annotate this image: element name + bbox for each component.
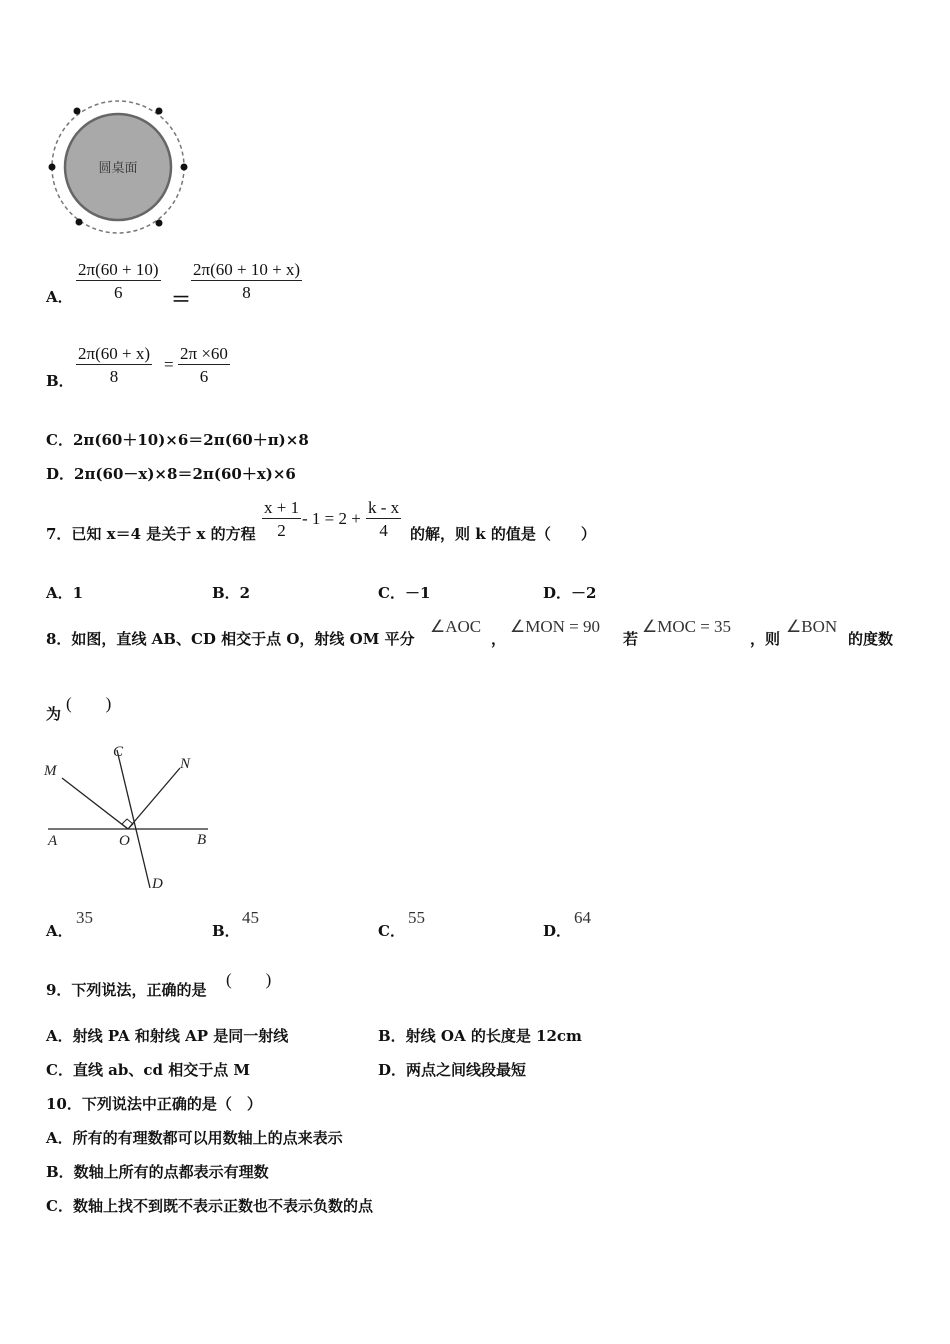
q9-answer-paren: ( ) — [226, 970, 272, 989]
q6-a-left-fraction — [76, 260, 161, 303]
q8-comma: ， — [491, 630, 507, 648]
q8-ruo: 若 — [623, 630, 639, 648]
q7-option-a: A．1 — [46, 584, 84, 602]
ray-on — [128, 768, 180, 829]
fraction-denominator: 2 — [277, 521, 286, 540]
label-a: A — [48, 833, 58, 849]
q8-ze: ，则 — [750, 630, 781, 648]
q10-stem: 10．下列说法中正确的是（ ） — [46, 1095, 262, 1113]
q6-d-option: D．2π(60－x)×8＝2π(60＋x)×6 — [46, 465, 296, 483]
label-c: C — [113, 744, 124, 760]
fraction-numerator: 2π ×60 — [180, 344, 228, 363]
q10-option-b: B．数轴上所有的点都表示有理数 — [46, 1163, 269, 1181]
q7-fraction-1 — [262, 498, 301, 541]
q7-equation-middle: - 1 = 2 + — [302, 509, 361, 528]
q8-line2: 为 — [46, 705, 62, 723]
q9-option-c: C．直线 ab、cd 相交于点 M — [46, 1061, 251, 1079]
q8-stem-post: 的度数 — [848, 630, 894, 648]
label-d: D — [152, 876, 163, 892]
q9-option-b: B．射线 OA 的长度是 12cm — [378, 1027, 582, 1045]
seat-dot — [76, 219, 83, 226]
q8-option-c-label: C． — [378, 922, 405, 940]
label-o: O — [119, 833, 130, 849]
fraction-numerator: 2π(60 + 10 + x) — [193, 260, 301, 279]
q7-fraction-2 — [366, 498, 401, 541]
fraction-numerator: 2π(60 + x) — [78, 344, 150, 363]
q6-a-equals: ＝ — [171, 287, 191, 311]
q7-stem-post: 的解，则 k 的值是（ ） — [410, 525, 596, 543]
q8-stem-pre: 8．如图，直线 AB、CD 相交于点 O，射线 OM 平分 — [46, 630, 415, 648]
q6-c-option: C．2π(60＋10)×6＝2π(60＋π)×8 — [46, 431, 309, 449]
q7-option-c: C．－1 — [378, 584, 431, 602]
ray-om — [62, 778, 128, 829]
q8-option-b-label: B． — [212, 922, 240, 940]
q8-angle-aoc: ∠AOC — [430, 617, 482, 636]
right-angle-mark — [122, 819, 133, 829]
q6-a-right-fraction — [191, 260, 302, 303]
line-cd — [117, 750, 150, 888]
q6-b-right-fraction — [178, 344, 230, 387]
seat-dot — [49, 164, 56, 171]
q8-option-d-value: 64 — [574, 908, 591, 927]
fraction-denominator: 4 — [379, 521, 388, 540]
seat-dot — [156, 108, 163, 115]
q8-option-d-label: D． — [543, 922, 572, 940]
q7-stem-pre: 7．已知 x＝4 是关于 x 的方程 — [46, 525, 256, 543]
q9-option-d: D．两点之间线段最短 — [378, 1061, 527, 1079]
q6-a-label: A． — [46, 288, 73, 306]
q9-stem: 9．下列说法，正确的是 — [46, 981, 207, 999]
q8-option-b-value: 45 — [242, 908, 259, 927]
label-n: N — [180, 756, 191, 772]
seat-dot — [74, 108, 81, 115]
q6-b-left-fraction — [76, 344, 152, 387]
fraction-numerator: 2π(60 + 10) — [78, 260, 159, 279]
q6-b-equals: = — [164, 355, 174, 374]
fraction-denominator: 8 — [242, 283, 251, 302]
q6-b-label: B． — [46, 372, 74, 390]
q8-angle-moc: ∠MOC = 35 — [642, 617, 732, 636]
q10-option-a: A．所有的有理数都可以用数轴上的点来表示 — [46, 1129, 343, 1147]
q7-option-d: D．－2 — [543, 584, 597, 602]
fraction-numerator: x + 1 — [264, 498, 300, 517]
label-m: M — [44, 763, 57, 779]
round-table-figure — [44, 97, 192, 239]
q8-option-a-label: A． — [46, 922, 73, 940]
q8-option-c-value: 55 — [408, 908, 425, 927]
fraction-denominator: 8 — [109, 367, 119, 386]
seat-dot — [156, 220, 163, 227]
seat-dot — [181, 164, 188, 171]
label-b: B — [197, 832, 207, 848]
q10-option-c: C．数轴上找不到既不表示正数也不表示负数的点 — [46, 1197, 373, 1215]
q7-option-b: B．2 — [212, 584, 251, 602]
q8-option-a-value: 35 — [76, 908, 93, 927]
fraction-numerator: k - x — [368, 498, 400, 517]
q8-angle-bon: ∠BON — [786, 617, 838, 636]
q8-answer-paren: ( ) — [66, 694, 112, 713]
fraction-denominator: 6 — [114, 283, 123, 302]
q9-option-a: A．射线 PA 和射线 AP 是同一射线 — [46, 1027, 289, 1045]
table-label: 圆桌面 — [98, 161, 138, 176]
q8-angle-mon: ∠MON = 90 — [510, 617, 600, 636]
fraction-denominator: 6 — [199, 367, 209, 386]
q8-angle-figure — [40, 740, 220, 900]
